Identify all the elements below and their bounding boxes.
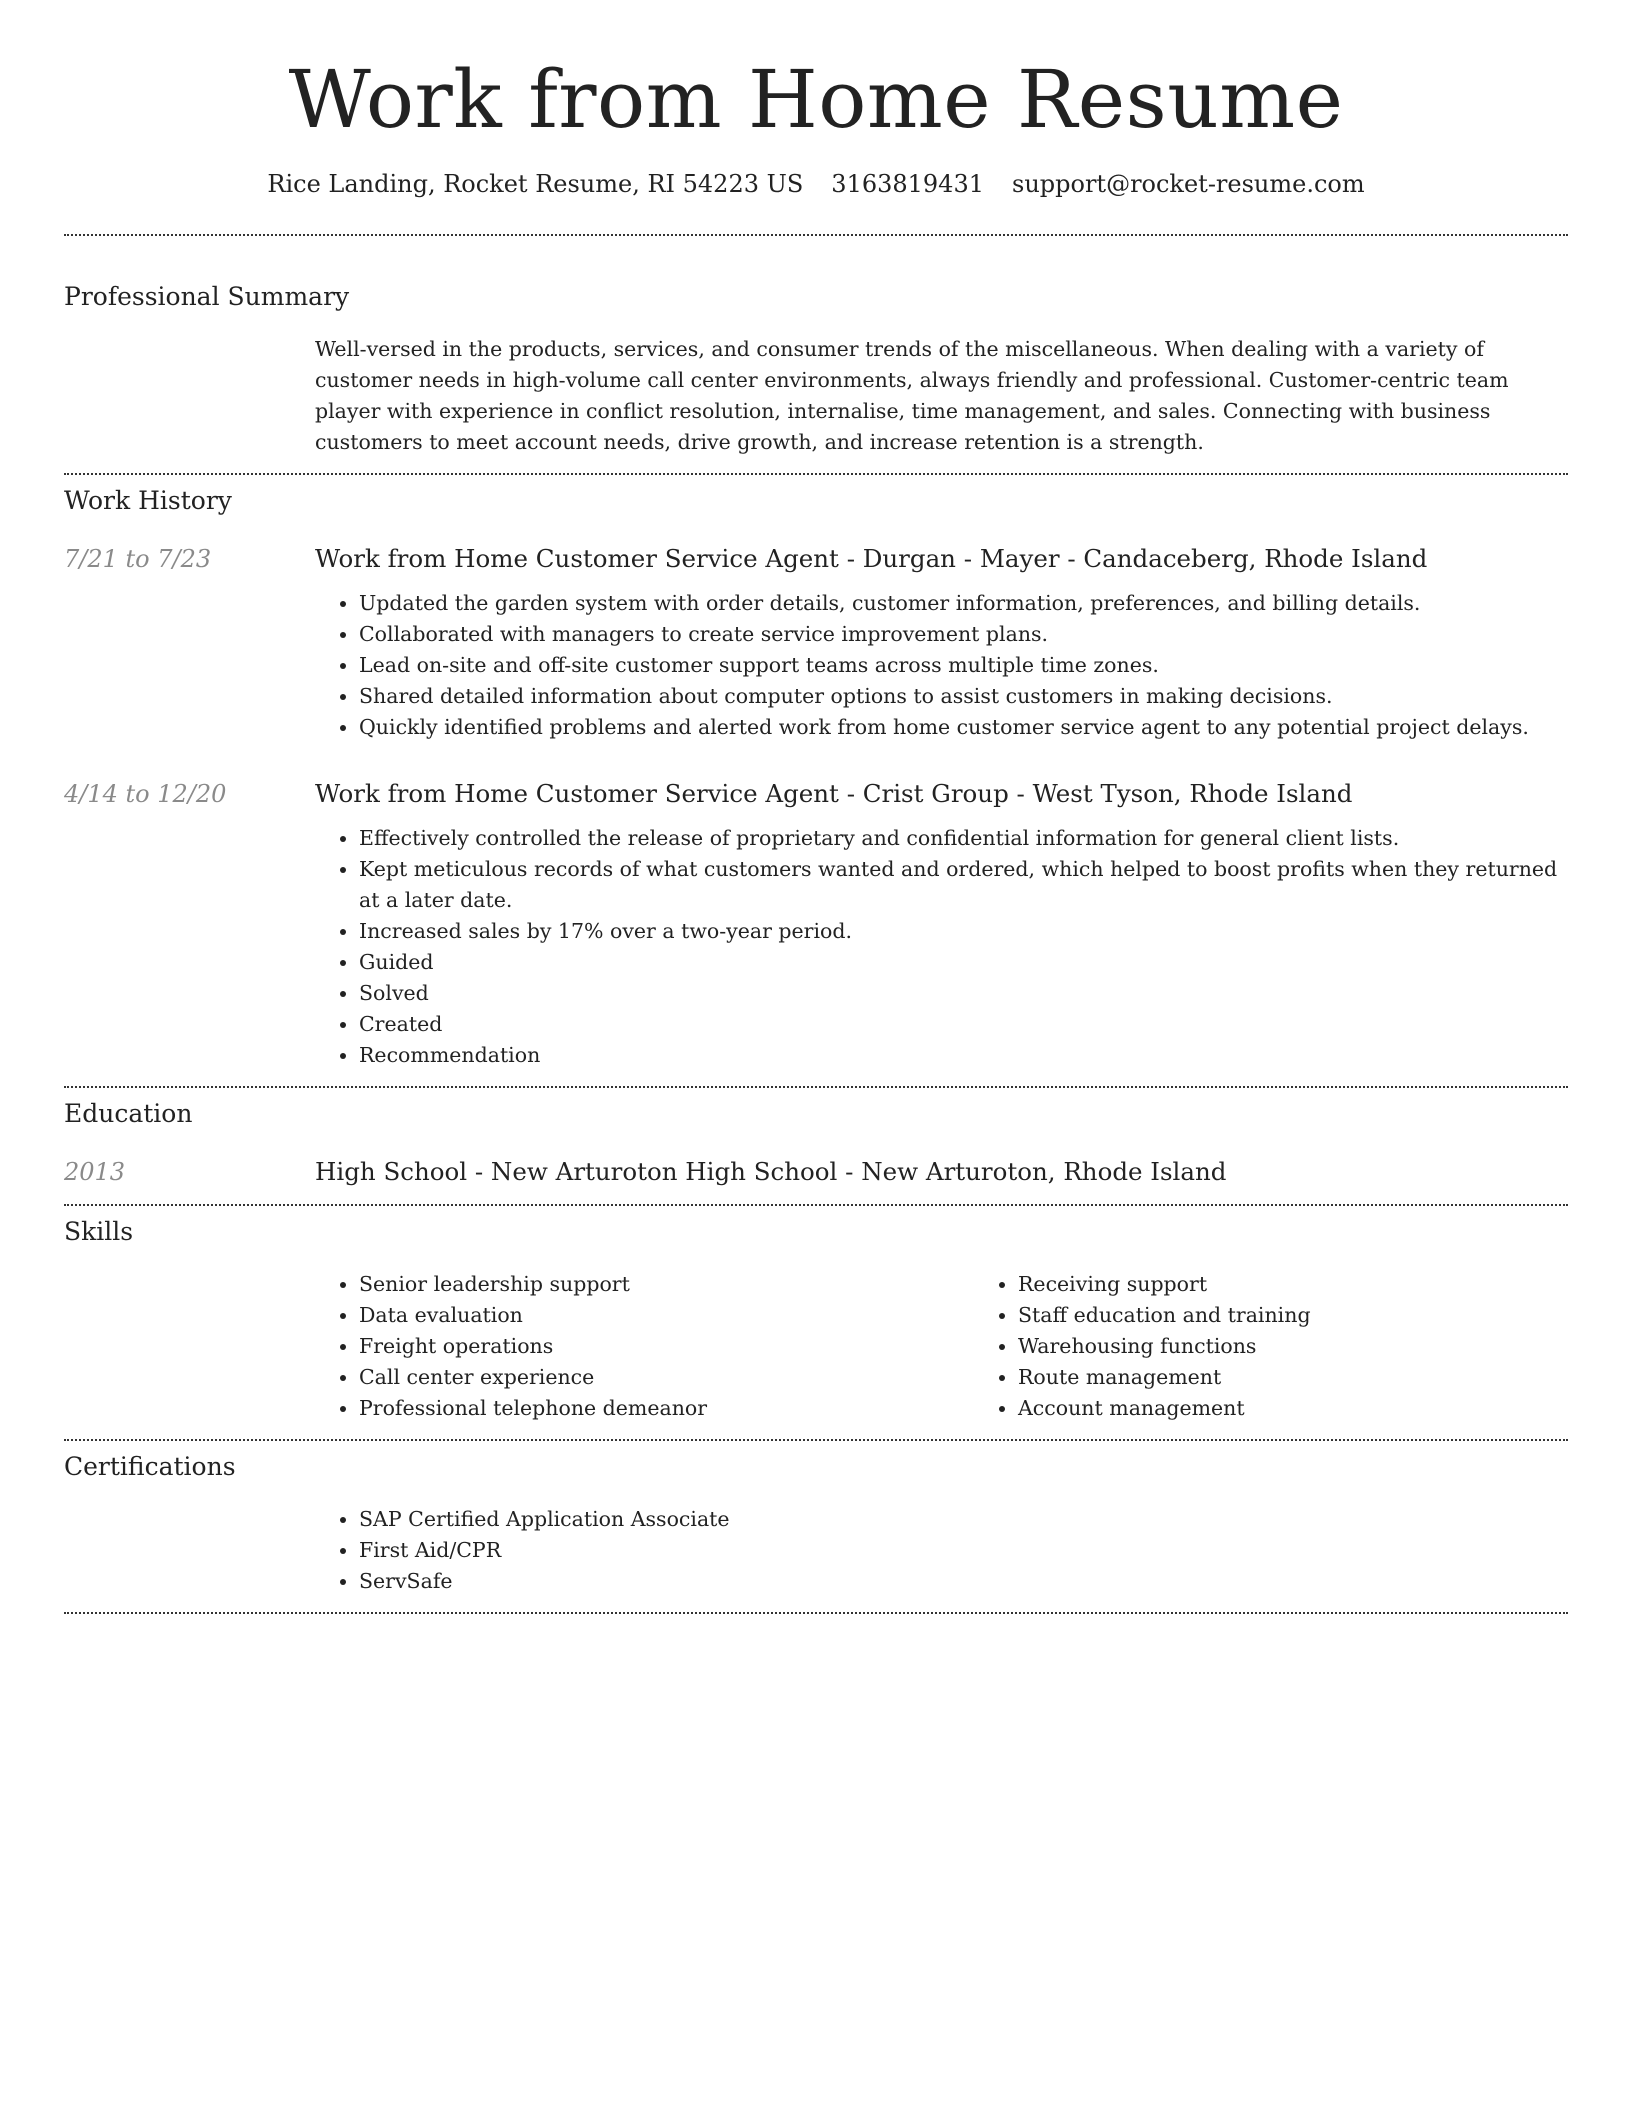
job-dates: 7/21 to 7/23 [64,545,212,573]
education-entry [64,1156,1568,1188]
list-item: • Kept meticulous records of what customers wanted and ordered, which helped to boost profits when they returned at a later date. [359,854,1568,916]
divider [64,1086,1568,1088]
list-item: • Route management [1018,1362,1568,1393]
contact-phone: 3163819431 [831,170,984,198]
skills-list-right [974,1269,1568,1424]
list-item: • SAP Certified Application Associate [359,1504,1568,1535]
certifications-list [315,1504,1568,1597]
list-item: • Recommendation [359,1040,1568,1071]
list-item: • Professional telephone demeanor [359,1393,974,1424]
list-item: • Freight operations [359,1331,974,1362]
education-text: High School - New Arturoton High School - New Arturoton, Rhode Island [315,1157,1227,1186]
list-item: • Call center experience [359,1362,974,1393]
list-item: • Guided [359,947,1568,978]
section-skills [64,1216,1568,1424]
list-item: • Updated the garden system with order details, customer information, preferences, and billing details. [359,588,1568,619]
job-entry [64,543,1568,743]
section-certifications [64,1451,1568,1597]
job-dates: 4/14 to 12/20 [64,780,227,808]
section-heading: Education [64,1099,193,1128]
list-item: • Quickly identified problems and alerted work from home customer service agent to any potential project delays. [359,712,1568,743]
job-entry [64,778,1568,1071]
list-item: • Senior leadership support [359,1269,974,1300]
contact-line [64,168,1568,200]
contact-email: support@rocket-resume.com [1012,170,1365,198]
summary-text: Well-versed in the products, services, and consumer trends of the miscellaneous. When dealing with a variety of customer needs in high-volume call center environments, always friendly and professional. Customer-centric team player with experience in conflict resolution, internalise, time management, and sales. Connecting with business customers to meet account needs, drive growth, and increase retention is a strength. [315,337,1509,454]
contact-address: Rice Landing, Rocket Resume, RI 54223 US [267,170,804,198]
list-item: • Data evaluation [359,1300,974,1331]
divider [64,1439,1568,1441]
list-item: • Account management [1018,1393,1568,1424]
job-bullets [315,588,1568,743]
divider [64,473,1568,475]
resume-title: Work from Home Resume [288,53,1344,146]
list-item: • First Aid/CPR [359,1535,1568,1566]
list-item: • ServSafe [359,1566,1568,1597]
section-heading: Certifications [64,1452,236,1481]
section-work-history [64,485,1568,1071]
list-item: • Effectively controlled the release of proprietary and confidential information for general client lists. [359,823,1568,854]
divider [64,234,1568,236]
job-title: Work from Home Customer Service Agent - Crist Group - West Tyson, Rhode Island [315,779,1353,808]
list-item: • Staff education and training [1018,1300,1568,1331]
list-item: • Created [359,1009,1568,1040]
divider [64,1612,1568,1614]
list-item: • Receiving support [1018,1269,1568,1300]
section-heading: Professional Summary [64,282,350,311]
job-bullets [315,823,1568,1071]
list-item: • Increased sales by 17% over a two-year period. [359,916,1568,947]
list-item: • Lead on-site and off-site customer support teams across multiple time zones. [359,650,1568,681]
skills-list-left [315,1269,974,1424]
education-year: 2013 [64,1158,126,1186]
job-title: Work from Home Customer Service Agent - Durgan - Mayer - Candaceberg, Rhode Island [315,544,1428,573]
list-item: • Shared detailed information about computer options to assist customers in making decisions. [359,681,1568,712]
divider [64,1204,1568,1206]
list-item: • Solved [359,978,1568,1009]
list-item: • Warehousing functions [1018,1331,1568,1362]
section-professional-summary [64,281,1568,458]
section-heading: Skills [64,1217,134,1246]
section-heading: Work History [64,486,232,515]
list-item: • Collaborated with managers to create service improvement plans. [359,619,1568,650]
section-education [64,1098,1568,1188]
